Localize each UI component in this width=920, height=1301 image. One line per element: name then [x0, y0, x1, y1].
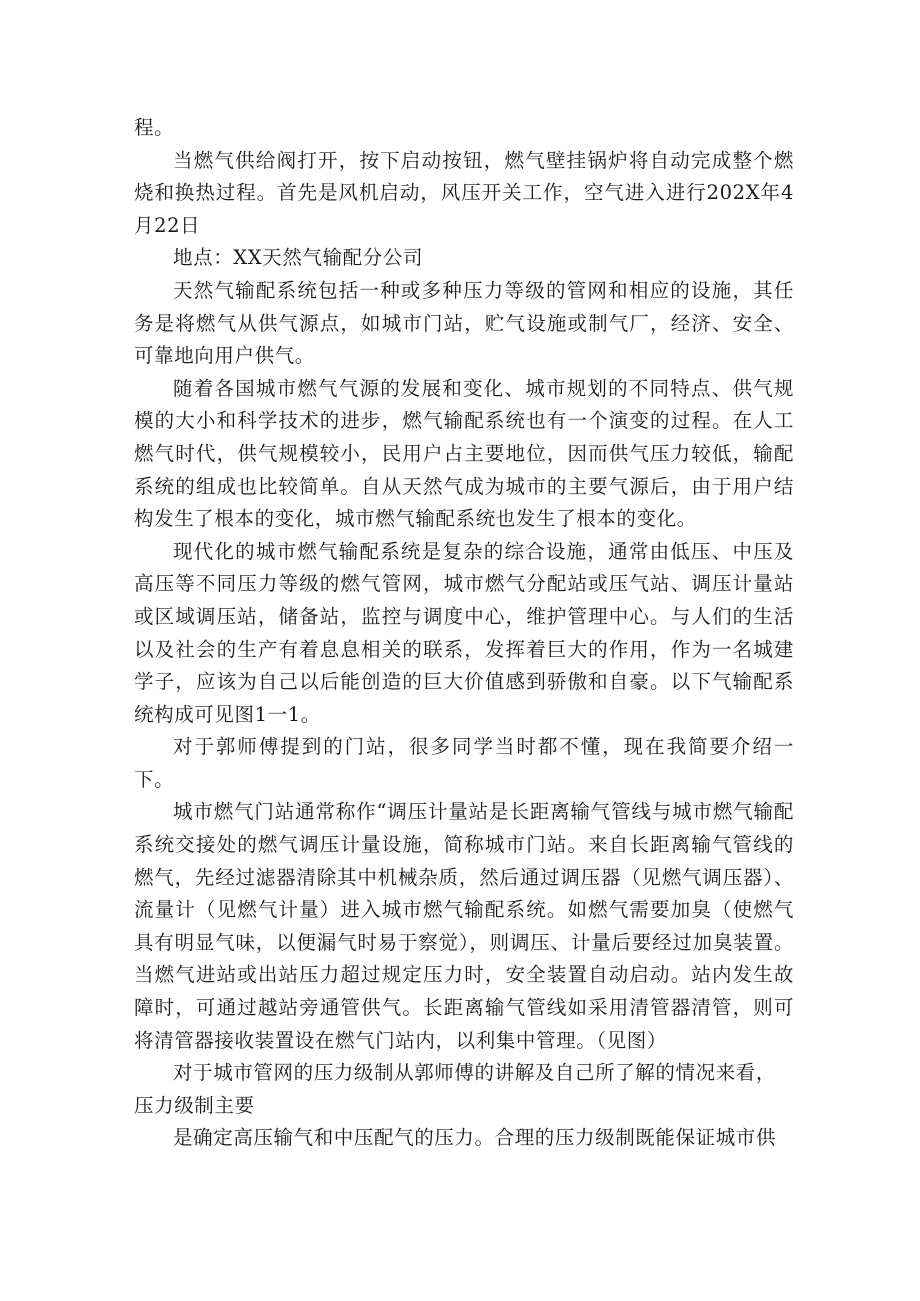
paragraph-pressure-level-body: 是确定高压输气和中压配气的压力。合理的压力级制既能保证城市供: [173, 1126, 777, 1150]
document-body: [134, 112, 794, 1155]
paragraph-modern-system: 现代化的城市燃气输配系统是复杂的综合设施，通常由低压、中压及高压等不同压力等级的燃气管网，城市燃气分配站或压气站、调压计量站或区域调压站，储备站，监控与调度中心，维护管理中心。与人们的生活以及社会的生产有着息息相关的联系，发挥着巨大的作用，作为一名城建学子，应该为自己以后能创造的巨大价值感到骄傲和自豪。以下气输配系统构成可见图1一1。: [134, 539, 794, 726]
paragraph-pressure-level-intro: 对于城市管网的压力级制从郭师傅的讲解及自己所了解的情况来看，: [173, 1061, 777, 1085]
paragraph-system-evolution: 随着各国城市燃气气源的发展和变化、城市规划的不同特点、供气规模的大小和科学技术的进步，燃气输配系统也有一个演变的过程。在人工燃气时代，供气规模较小，民用户占主要地位，因而供气压力较低，输配系统的组成也比较简单。自从天然气成为城市的主要气源后，由于用户结构发生了根本的变化，城市燃气输配系统也发生了根本的变化。: [134, 376, 794, 531]
paragraph-continuation: 程。: [134, 116, 175, 139]
paragraph-system-overview: 天然气输配系统包括一种或多种压力等级的管网和相应的设施，其任务是将燃气从供气源点，如城市门站，贮气设施或制气厂，经济、安全、可靠地向用户供气。: [134, 278, 794, 368]
paragraph-pressure-level-label: 压力级制主要: [134, 1093, 255, 1117]
paragraph-gate-station-intro: 对于郭师傅提到的门站，很多同学当时都不懂，现在我简要介绍一下。: [134, 735, 794, 791]
paragraph-gate-station-detail: 城市燃气门站通常称作“调压计量站是长距离输气管线与城市燃气输配系统交接处的燃气调压计量设施，简称城市门站。来自长距离输气管线的燃气，先经过滤器清除其中机械杂质，然后通过调压器（见燃气调压器）、流量计（见燃气计量）进入城市燃气输配系统。如燃气需要加臭（使燃气具有明显气味，以便漏气时易于察觉），则调压、计量后要经过加臭装置。当燃气进站或出站压力超过规定压力时，安全装置自动启动。站内发生故障时，可通过越站旁通管供气。长距离输气管线如采用清管器清管，则可将清管器接收装置设在燃气门站内，以利集中管理。（见图）: [134, 800, 794, 1052]
paragraph-boiler-startup: 当燃气供给阀打开，按下启动按钮，燃气壁挂锅炉将自动完成整个燃烧和换热过程。首先是风机启动，风压开关工作，空气进入进行202X年4月22日: [134, 148, 794, 237]
paragraph-location: 地点：XX天然气输配分公司: [173, 246, 424, 270]
